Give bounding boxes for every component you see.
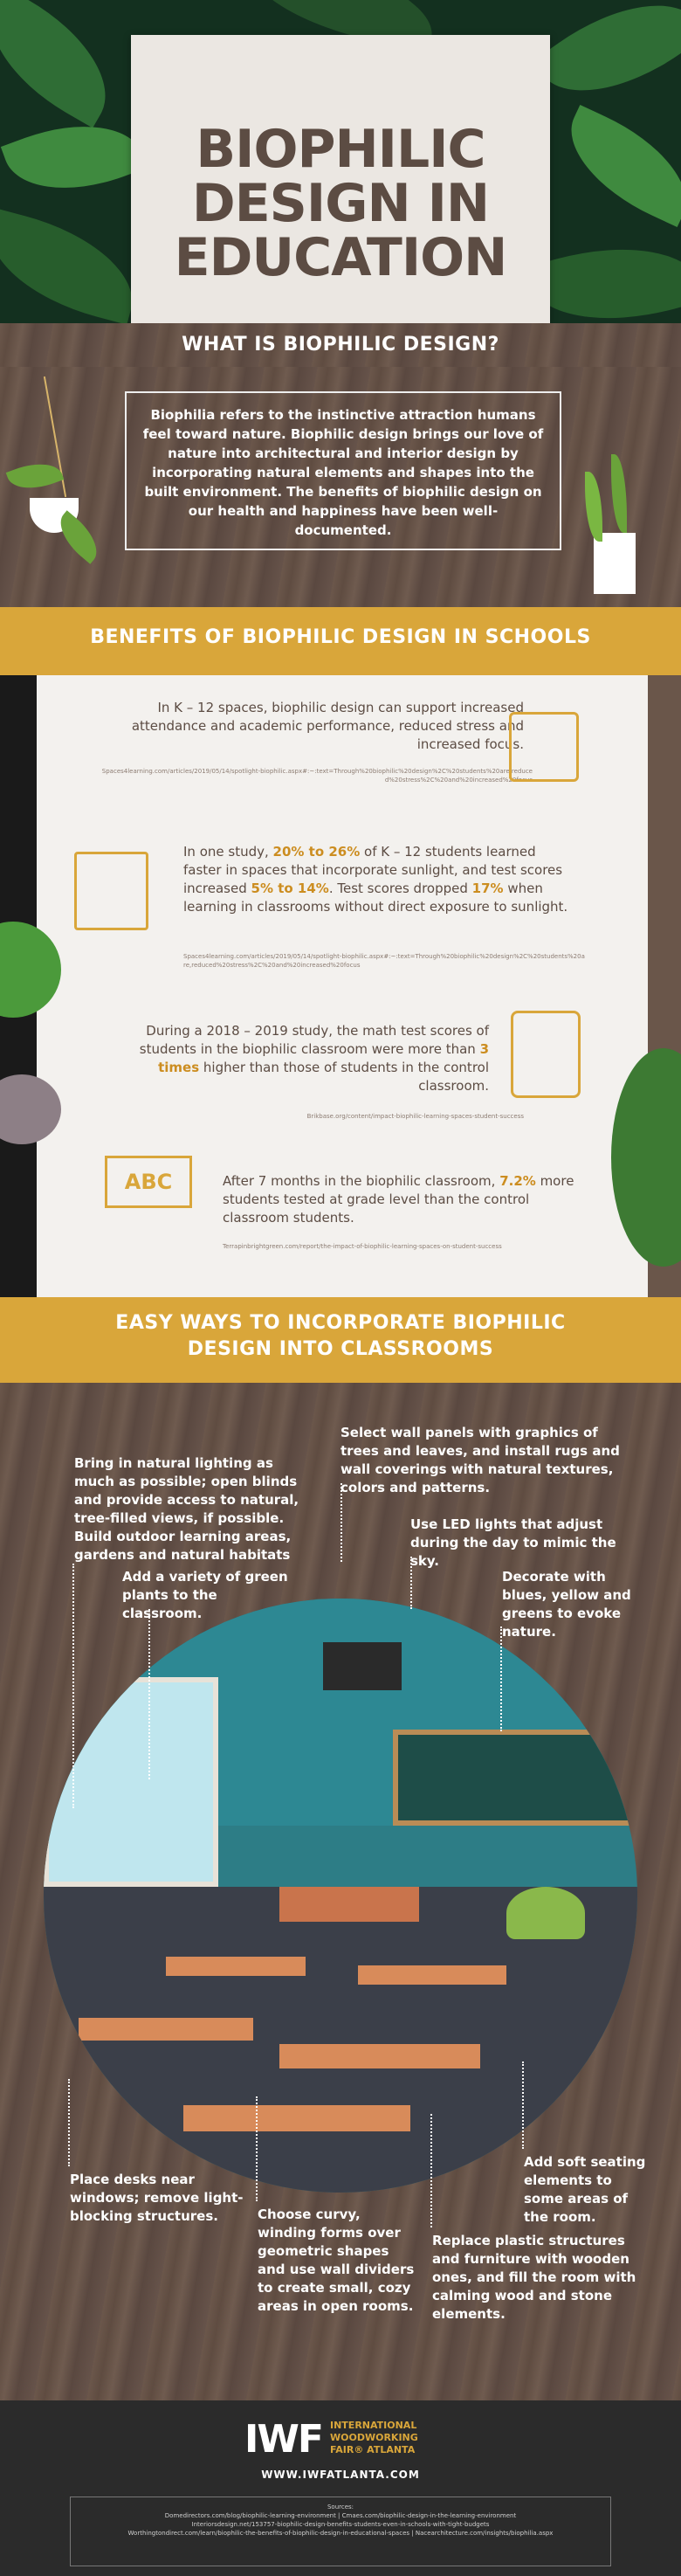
brand-line: FAIR® ATLANTA [330,2444,416,2455]
leaf-decoration [533,0,681,125]
iwf-brand-name [330,2420,418,2456]
tip-curvy-forms: Choose curvy, winding forms over geometric shapes and use wall dividers to create small, cozy areas in open rooms. [258,2207,415,2314]
tip-connector [148,1609,150,1779]
benefit-source-2: Spaces4learning.com/articles/2019/05/14/spotlight-biophilic.aspx#:~:text=Through%20biophilic%20design%2C%20students%20are,reduced%20stress%2C%20and%20increased%20focus [183,953,585,969]
tip-connector [68,2079,70,2166]
tip-wall-panels: Select wall panels with graphics of trees and leaves, and install rugs and wall coverings with natural textures, colors and patterns. [340,1425,620,1495]
what-heading: WHAT IS BIOPHILIC DESIGN? [182,334,499,356]
leaf-decoration [1,102,148,212]
wall-tv [323,1642,402,1690]
tip-connector [410,1557,412,1609]
benefits-heading: BENEFITS OF BIOPHILIC DESIGN IN SCHOOLS [90,626,591,648]
benefit-source-1: Spaces4learning.com/articles/2019/05/14/spotlight-biophilic.aspx#:~:text=Through%20biophilic%20design%2C%20students%20are,reduced%20stress%2C%20and%20increased%20focus [101,768,533,784]
teacher-desk [279,1887,419,1922]
student-desk [166,1957,306,1976]
tip-colors: Decorate with blues, yellow and greens to evoke nature. [502,1569,631,1640]
ease-heading-line: DESIGN INTO CLASSROOMS [187,1338,494,1360]
tip-connector [256,2096,258,2201]
sources-line: Domedirectors.com/blog/biophilic-learning-environment | Cmaes.com/biophilic-design-in-the-learning-environment [164,2512,517,2519]
sources-line: Interiorsdesign.net/153757-biophilic-design-benefits-students-even-in-schools-with-tight-budgets [191,2521,490,2528]
abc-board-icon: ABC [105,1156,192,1208]
classroom-window [44,1677,218,1887]
leaf-decoration [0,208,148,325]
benefit-source-3: Brikbase.org/content/impact-biophilic-learning-spaces-student-success [306,1113,524,1120]
page-title-line: EDUCATION [174,227,507,288]
classroom-illustration [44,1599,637,2193]
sources-line: Worthingtondirect.com/learn/biophilic-the-benefits-of-biophilic-design-in-educational-spaces | Nacearchitecture.com/insights/biophilia.aspx [127,2530,554,2537]
benefit-item-4: After 7 months in the biophilic classroom, 7.2% more students tested at grade level than the control classroom students. [223,1173,574,1226]
tip-connector [522,2061,524,2149]
sources-box [70,2497,611,2566]
tip-soft-seating: Add soft seating elements to some areas of the room. [524,2154,646,2225]
sources-label: Sources: [327,2503,354,2510]
potted-plant [594,533,636,594]
tip-connector [340,1483,342,1562]
calendar-icon [509,712,579,782]
calculator-icon [511,1011,581,1098]
ease-heading-line: EASY WAYS TO INCORPORATE BIOPHILIC [115,1312,566,1334]
student-desk [358,1965,506,1985]
tip-connector [500,1626,502,1731]
student-desk [183,2105,410,2131]
brand-line: INTERNATIONAL [330,2420,417,2431]
student-desk [279,2044,480,2068]
tip-led-lights: Use LED lights that adjust during the day to mimic the sky. [410,1516,616,1569]
title-card [131,35,550,323]
student-desk [79,2018,253,2041]
tip-connector [430,2114,432,2227]
page-title-line: BIOPHILIC [196,119,485,180]
tip-natural-light: Bring in natural lighting as much as possible; open blinds and provide access to natural, tree-filled views, if possible. Build outdoor learning areas, gardens and natural habitats [74,1455,299,1563]
benefit-item-1: In K – 12 spaces, biophilic design can support increased attendance and academic performance, reduced stress and increased focus. [131,700,524,752]
benefit-item-2: In one study, 20% to 26% of K – 12 students learned faster in spaces that incorporate sunlight, and test scores increased 5% to 14%. Test scores dropped 17% when learning in classrooms without direct exposure to sunlight. [183,844,568,915]
tip-green-plants: Add a variety of green plants to the classroom. [122,1569,288,1621]
tip-connector [72,1564,74,1808]
iwf-logo: IWF [244,2417,322,2462]
chalkboard [393,1730,637,1826]
brand-line: WOODWORKING [330,2432,418,2443]
what-description: Biophilia refers to the instinctive attraction humans feel toward nature. Biophilic design brings our love of nature into architectural and interior design by incorporating natural elements and shapes into the built environment. The benefits of biophilic design on our health and happiness have been well-documented. [125,391,561,550]
book-pencil-icon [74,852,148,930]
tip-wood-stone: Replace plastic structures and furniture with wooden ones, and fill the room with calming wood and stone elements. [432,2233,636,2322]
benefit-source-4: Terrapinbrightgreen.com/report/the-impact-of-biophilic-learning-spaces-on-student-success [223,1243,502,1250]
leaf-decoration [0,0,132,128]
plant-bush [506,1887,585,1939]
site-url[interactable]: WWW.IWFATLANTA.COM [261,2469,420,2481]
leaf-decoration [551,105,681,227]
ease-heading [0,1310,681,1363]
page-title-line: DESIGN IN [191,173,490,234]
tip-desks-windows: Place desks near windows; remove light-blocking structures. [70,2172,244,2224]
benefit-item-3: During a 2018 – 2019 study, the math test scores of students in the biophilic classroom were more than 3 times higher than those of students in the control classroom. [139,1023,489,1094]
